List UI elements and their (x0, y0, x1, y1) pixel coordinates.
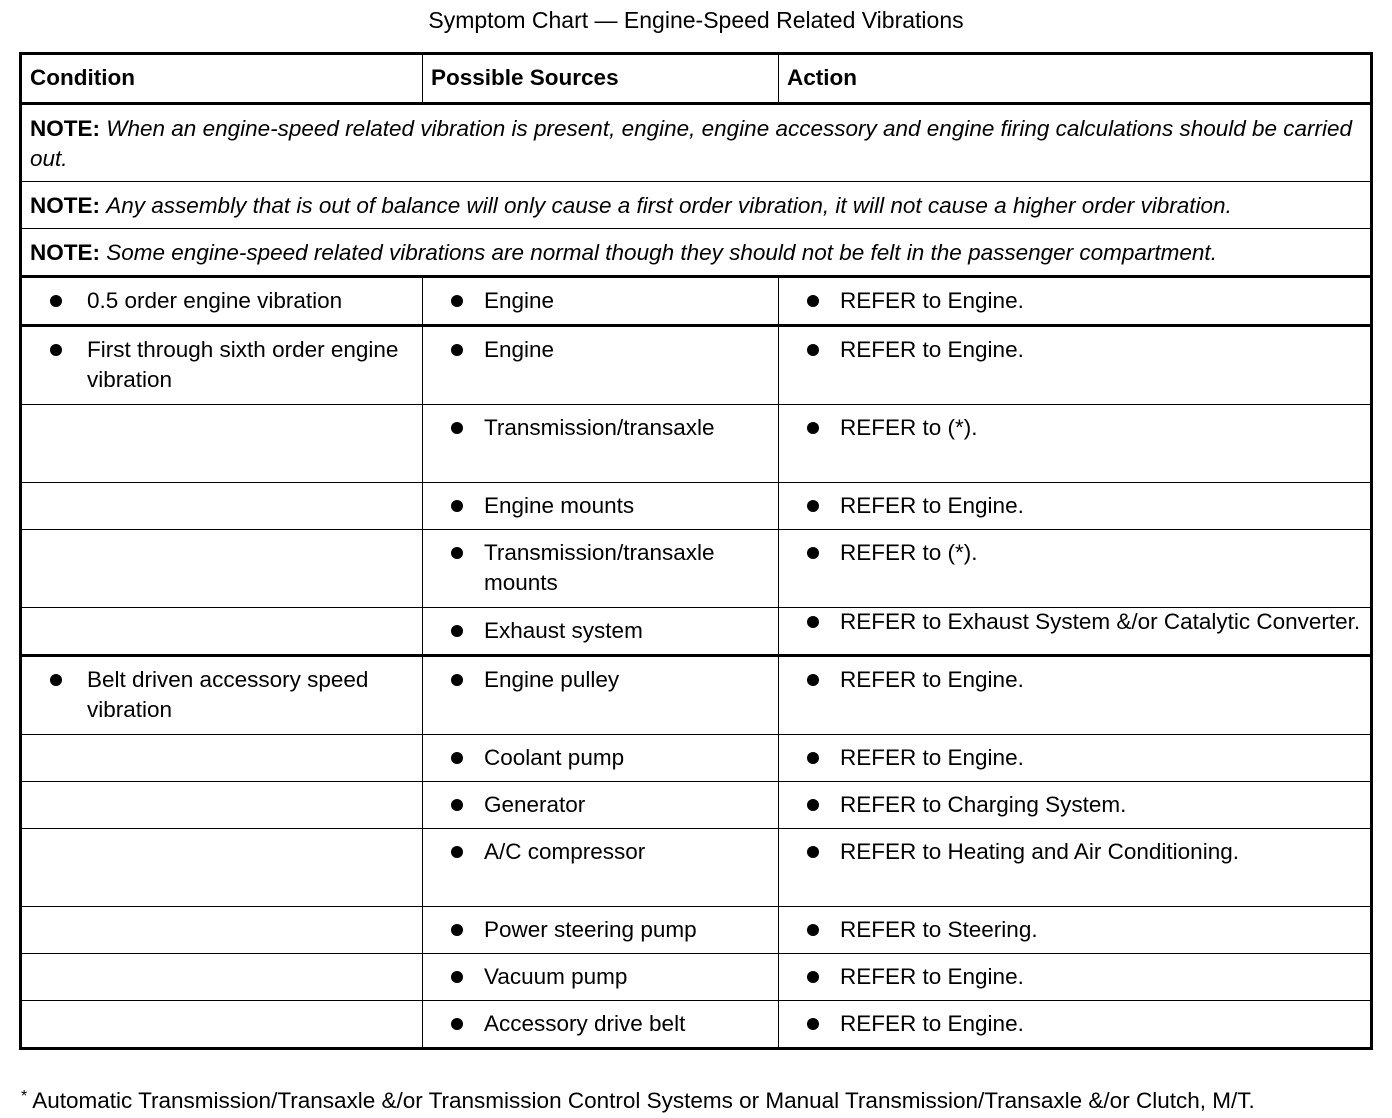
bullet-icon (451, 674, 463, 686)
note-label: NOTE: (30, 240, 100, 265)
action-cell (779, 829, 1372, 907)
action-text: REFER to Engine. (840, 745, 1024, 770)
bullet-icon (807, 924, 819, 936)
action-text: REFER to (*). (840, 415, 978, 440)
note-row (21, 229, 1372, 277)
footnote-text: Automatic Transmission/Transaxle &/or Transmission Control Systems or Manual Transmission/Transaxle &/or Clutch, M/T. (32, 1088, 1255, 1113)
source-text: Engine pulley (484, 667, 620, 692)
source-cell (423, 907, 779, 954)
condition-cell (21, 954, 423, 1001)
table-row (21, 608, 1372, 656)
action-text: REFER to Heating and Air Conditioning. (840, 839, 1239, 864)
bullet-icon (451, 344, 463, 356)
bullet-icon (451, 752, 463, 764)
bullet-icon (451, 422, 463, 434)
action-cell (779, 782, 1372, 829)
table-header-row (21, 54, 1372, 104)
footnote (21, 1083, 1391, 1115)
action-text: REFER to (*). (840, 540, 978, 565)
condition-cell (21, 483, 423, 530)
note-text: Some engine-speed related vibrations are normal though they should not be felt in the passenger compartment. (106, 240, 1217, 265)
header-action: Action (779, 54, 1372, 104)
condition-cell (21, 277, 423, 326)
action-text: REFER to Engine. (840, 493, 1024, 518)
table-row (21, 483, 1372, 530)
source-text: Power steering pump (484, 917, 697, 942)
condition-cell (21, 782, 423, 829)
table-row (21, 829, 1372, 907)
action-cell (779, 326, 1372, 405)
header-possible-sources: Possible Sources (423, 54, 779, 104)
bullet-icon (451, 547, 463, 559)
action-cell (779, 530, 1372, 608)
table-row (21, 277, 1372, 326)
source-text: A/C compressor (484, 839, 646, 864)
chart-title: Symptom Chart — Engine-Speed Related Vibrations (428, 7, 964, 33)
condition-text: Belt driven accessory speed vibration (87, 667, 369, 722)
action-cell (779, 277, 1372, 326)
bullet-icon (451, 1018, 463, 1030)
bullet-icon (807, 799, 819, 811)
bullet-icon (807, 422, 819, 434)
bullet-icon (451, 295, 463, 307)
bullet-icon (807, 1018, 819, 1030)
header-condition: Condition (21, 54, 423, 104)
bullet-icon (807, 752, 819, 764)
source-text: Transmission/transaxle mounts (484, 540, 715, 595)
action-cell (779, 405, 1372, 483)
source-text: Engine (484, 337, 555, 362)
condition-cell (21, 735, 423, 782)
bullet-icon (807, 971, 819, 983)
note-label: NOTE: (30, 193, 100, 218)
bullet-icon (807, 295, 819, 307)
source-cell (423, 782, 779, 829)
table-row (21, 326, 1372, 405)
action-text: REFER to Engine. (840, 667, 1024, 692)
action-cell (779, 608, 1372, 656)
action-cell (779, 483, 1372, 530)
table-row (21, 1001, 1372, 1049)
source-text: Exhaust system (484, 618, 643, 643)
bullet-icon (451, 846, 463, 858)
bullet-icon (807, 616, 819, 628)
source-text: Engine mounts (484, 493, 635, 518)
bullet-icon (451, 924, 463, 936)
source-cell (423, 735, 779, 782)
condition-text: First through sixth order engine vibration (87, 337, 399, 392)
source-text: Accessory drive belt (484, 1011, 686, 1036)
symptom-table (19, 52, 1373, 1050)
condition-cell (21, 405, 423, 483)
condition-cell (21, 326, 423, 405)
source-text: Transmission/transaxle (484, 415, 715, 440)
action-text: REFER to Engine. (840, 964, 1024, 989)
source-text: Engine (484, 288, 555, 313)
action-cell (779, 1001, 1372, 1049)
note-cell (21, 229, 1372, 277)
source-cell (423, 829, 779, 907)
bullet-icon (807, 344, 819, 356)
bullet-icon (451, 500, 463, 512)
table-row (21, 530, 1372, 608)
source-text: Vacuum pump (484, 964, 628, 989)
action-cell (779, 656, 1372, 735)
note-row (21, 182, 1372, 229)
source-cell (423, 954, 779, 1001)
source-cell (423, 326, 779, 405)
source-cell (423, 277, 779, 326)
note-text: Any assembly that is out of balance will only cause a first order vibration, it will not cause a higher order vibration. (106, 193, 1232, 218)
note-row (21, 104, 1372, 182)
condition-cell (21, 530, 423, 608)
source-cell (423, 405, 779, 483)
table-row (21, 907, 1372, 954)
bullet-icon (50, 344, 62, 356)
action-text: REFER to Exhaust System &/or Catalytic Converter. (840, 609, 1361, 634)
condition-cell (21, 829, 423, 907)
condition-cell (21, 608, 423, 656)
table-row (21, 405, 1372, 483)
action-text: REFER to Engine. (840, 1011, 1024, 1036)
bullet-icon (50, 295, 62, 307)
condition-cell (21, 907, 423, 954)
source-text: Generator (484, 792, 586, 817)
bullet-icon (807, 500, 819, 512)
action-cell (779, 907, 1372, 954)
source-cell (423, 483, 779, 530)
action-cell (779, 954, 1372, 1001)
source-cell (423, 608, 779, 656)
table-row (21, 656, 1372, 735)
condition-cell (21, 656, 423, 735)
bullet-icon (807, 846, 819, 858)
note-cell (21, 182, 1372, 229)
action-text: REFER to Steering. (840, 917, 1038, 942)
source-text: Coolant pump (484, 745, 625, 770)
action-text: REFER to Charging System. (840, 792, 1127, 817)
condition-cell (21, 1001, 423, 1049)
table-row (21, 735, 1372, 782)
action-text: REFER to Engine. (840, 337, 1024, 362)
bullet-icon (50, 674, 62, 686)
condition-text: 0.5 order engine vibration (87, 288, 343, 313)
table-row (21, 782, 1372, 829)
footnote-mark: * (21, 1088, 28, 1105)
action-cell (779, 735, 1372, 782)
bullet-icon (451, 625, 463, 637)
bullet-icon (807, 547, 819, 559)
note-text: When an engine-speed related vibration is present, engine, engine accessory and engine firing calculations should be carried out. (30, 116, 1353, 171)
note-label: NOTE: (30, 116, 100, 141)
action-text: REFER to Engine. (840, 288, 1024, 313)
table-row (21, 954, 1372, 1001)
bullet-icon (451, 971, 463, 983)
source-cell (423, 1001, 779, 1049)
note-cell (21, 104, 1372, 182)
bullet-icon (807, 674, 819, 686)
source-cell (423, 656, 779, 735)
source-cell (423, 530, 779, 608)
bullet-icon (451, 799, 463, 811)
